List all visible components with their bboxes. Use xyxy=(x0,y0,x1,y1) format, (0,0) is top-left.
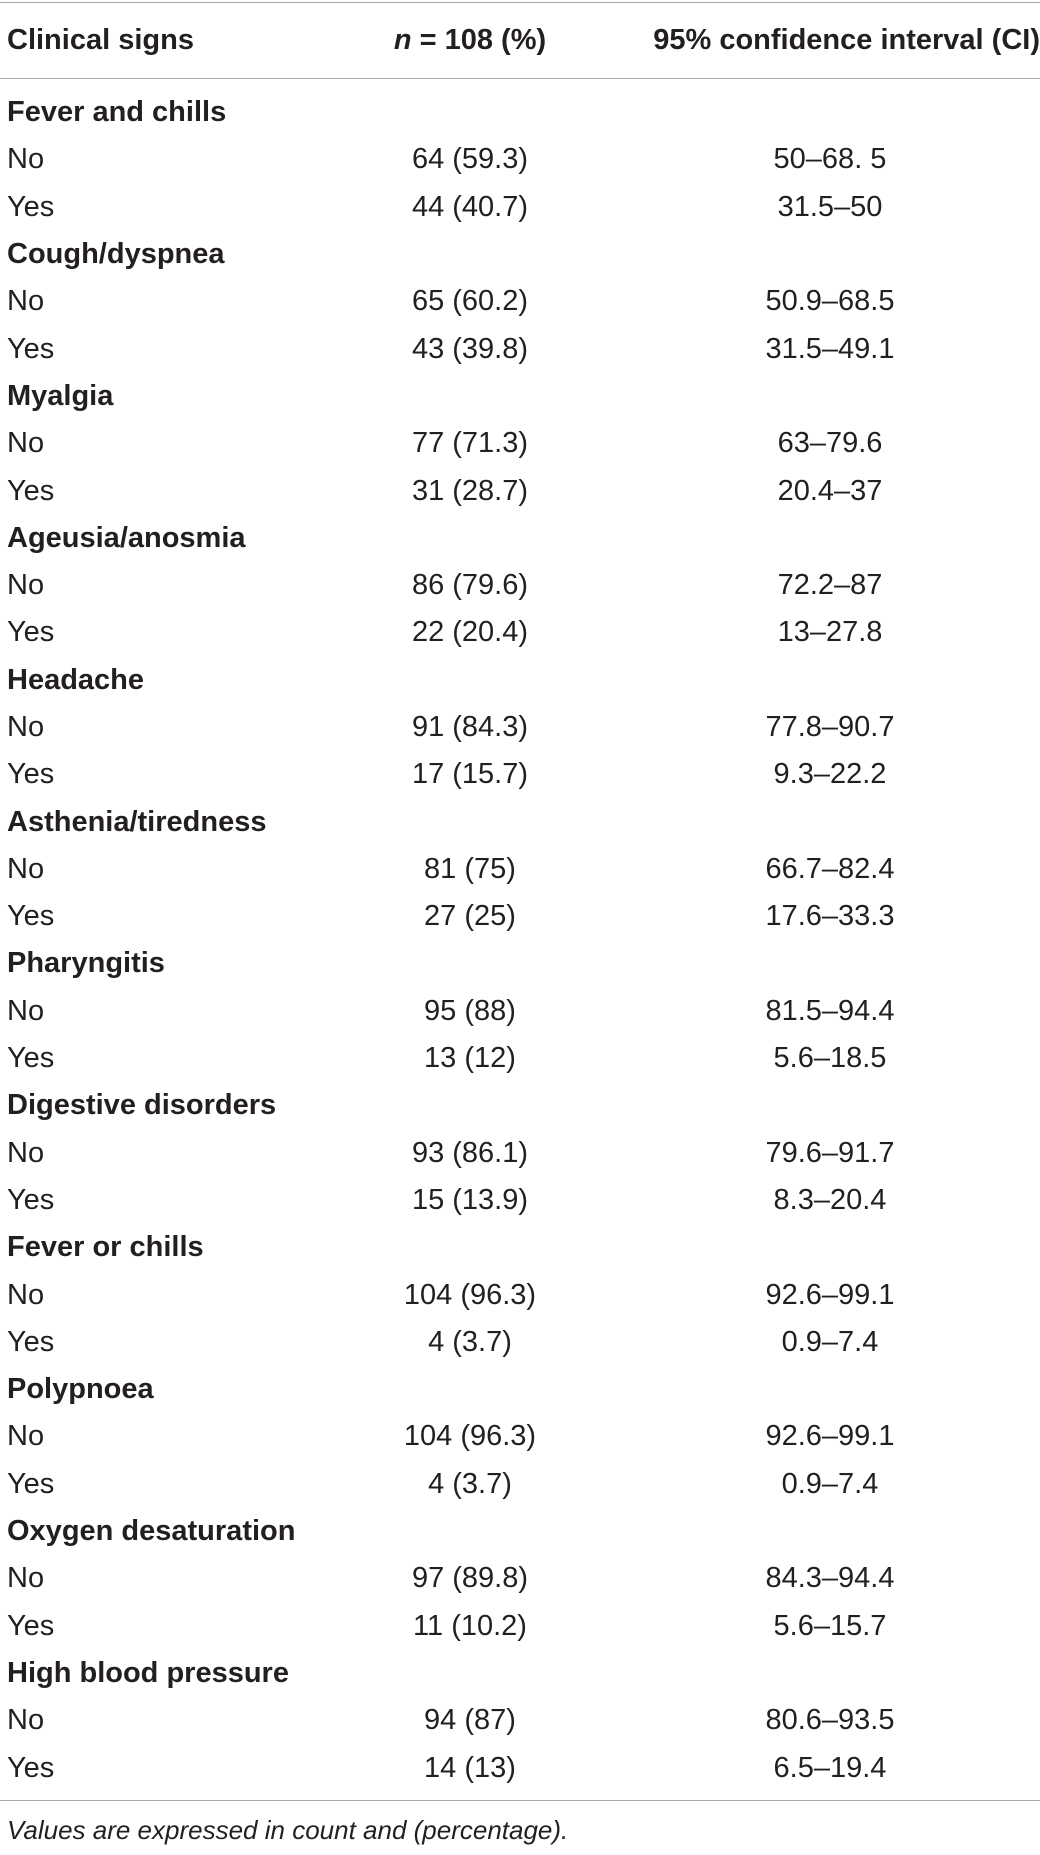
group-label: Fever and chills xyxy=(7,96,227,129)
table-group-row xyxy=(0,373,1040,420)
table-row xyxy=(0,467,1040,514)
group-label: Fever or chills xyxy=(7,1231,204,1264)
group-label: Polypnoea xyxy=(7,1373,154,1406)
table-group-row xyxy=(0,515,1040,562)
row-ci: 92.6–99.1 xyxy=(765,1420,895,1453)
table-group-row xyxy=(0,89,1040,136)
row-label: Yes xyxy=(7,758,55,791)
row-label: Yes xyxy=(7,900,55,933)
row-ci: 0.9–7.4 xyxy=(781,1467,879,1500)
table-row xyxy=(0,1555,1040,1602)
row-ci: 6.5–19.4 xyxy=(773,1751,887,1784)
table-row xyxy=(0,1035,1040,1082)
row-count: 93 (86.1) xyxy=(411,1136,529,1169)
row-label: No xyxy=(7,1704,45,1737)
row-ci: 66.7–82.4 xyxy=(765,852,895,885)
row-count: 22 (20.4) xyxy=(411,616,529,649)
row-count: 86 (79.6) xyxy=(411,569,529,602)
row-label: No xyxy=(7,143,45,176)
row-count: 91 (84.3) xyxy=(411,711,529,743)
row-ci: 63–79.6 xyxy=(777,427,883,460)
row-count: 43 (39.8) xyxy=(411,332,529,365)
row-label: Yes xyxy=(7,190,55,223)
row-count: 11 (10.2) xyxy=(413,1609,527,1642)
table-row xyxy=(0,325,1040,372)
table-row xyxy=(0,562,1040,609)
row-label: Yes xyxy=(7,1467,55,1500)
row-label: No xyxy=(7,1420,45,1453)
table-group-row xyxy=(0,231,1040,278)
row-ci: 84.3–94.4 xyxy=(765,1562,895,1595)
row-count: 104 (96.3) xyxy=(403,1420,537,1453)
row-count: 4 (3.7) xyxy=(428,1467,512,1500)
row-ci: 31.5–50 xyxy=(777,190,883,223)
group-label: Digestive disorders xyxy=(7,1089,277,1122)
row-ci: 8.3–20.4 xyxy=(773,1183,887,1216)
group-label: Asthenia/tiredness xyxy=(7,805,267,838)
row-label: Yes xyxy=(7,1325,55,1358)
row-ci: 92.6–99.1 xyxy=(765,1278,895,1311)
table-row xyxy=(0,1461,1040,1508)
header-ci: 95% confidence interval (CI) xyxy=(653,24,1040,56)
row-count: 15 (13.9) xyxy=(411,1183,529,1216)
group-label: Ageusia/anosmia xyxy=(7,521,246,554)
row-count: 27 (25) xyxy=(424,900,516,933)
table-row xyxy=(0,1271,1040,1318)
table-row xyxy=(0,893,1040,940)
table-group-row xyxy=(0,1082,1040,1129)
row-count: 17 (15.7) xyxy=(411,758,529,791)
row-label: No xyxy=(7,1562,45,1595)
table-body xyxy=(0,79,1040,1792)
row-label: No xyxy=(7,285,45,318)
row-ci: 72.2–87 xyxy=(777,569,883,602)
row-label: No xyxy=(7,711,45,743)
row-ci: 0.9–7.4 xyxy=(781,1325,879,1358)
row-label: Yes xyxy=(7,332,55,365)
table-row xyxy=(0,1697,1040,1744)
table-row xyxy=(0,136,1040,183)
row-count: 13 (12) xyxy=(424,1042,516,1075)
row-count: 14 (13) xyxy=(424,1751,516,1784)
table-row xyxy=(0,704,1040,751)
table-group-row xyxy=(0,1224,1040,1271)
group-label: Cough/dyspnea xyxy=(7,238,225,271)
table-group-row xyxy=(0,1650,1040,1697)
table-row xyxy=(0,751,1040,798)
table-row xyxy=(0,420,1040,467)
table-footnote: Values are expressed in count and (percentage). xyxy=(7,1814,569,1845)
row-count: 65 (60.2) xyxy=(411,285,529,318)
table-row xyxy=(0,1744,1040,1791)
row-label: No xyxy=(7,852,45,885)
table-group-row xyxy=(0,1366,1040,1413)
header-n-symbol: n xyxy=(393,24,412,56)
table-row xyxy=(0,1603,1040,1650)
row-ci: 79.6–91.7 xyxy=(765,1136,895,1169)
row-ci: 20.4–37 xyxy=(777,474,883,507)
table-row xyxy=(0,1130,1040,1177)
table-header xyxy=(0,3,1040,78)
row-count: 64 (59.3) xyxy=(411,143,529,176)
table-row xyxy=(0,184,1040,231)
header-n-rest: = 108 (%) xyxy=(411,24,547,56)
group-label: Oxygen desaturation xyxy=(7,1515,296,1548)
row-label: No xyxy=(7,994,45,1027)
table-group-row xyxy=(0,657,1040,704)
row-label: No xyxy=(7,569,45,602)
table-group-row xyxy=(0,940,1040,987)
table-row xyxy=(0,278,1040,325)
table-row xyxy=(0,1319,1040,1366)
row-count: 31 (28.7) xyxy=(411,474,529,507)
header-clinical-signs: Clinical signs xyxy=(7,24,194,56)
row-count: 97 (89.8) xyxy=(411,1562,529,1595)
row-count: 94 (87) xyxy=(424,1704,516,1737)
row-ci: 50–68. 5 xyxy=(773,143,887,176)
row-ci: 31.5–49.1 xyxy=(765,332,895,365)
row-ci: 13–27.8 xyxy=(777,616,883,649)
row-ci: 17.6–33.3 xyxy=(765,900,895,933)
row-ci: 80.6–93.5 xyxy=(765,1704,895,1737)
group-label: Headache xyxy=(7,663,145,696)
row-label: Yes xyxy=(7,616,55,649)
table-row xyxy=(0,846,1040,893)
table-row xyxy=(0,1177,1040,1224)
table-group-row xyxy=(0,798,1040,845)
row-label: No xyxy=(7,427,45,460)
row-ci: 77.8–90.7 xyxy=(765,711,895,743)
row-count: 95 (88) xyxy=(424,994,516,1027)
row-ci: 5.6–15.7 xyxy=(773,1609,887,1642)
row-count: 81 (75) xyxy=(424,852,516,885)
clinical-signs-table xyxy=(0,2,1040,1846)
table-row xyxy=(0,988,1040,1035)
row-ci: 5.6–18.5 xyxy=(773,1042,887,1075)
row-count: 104 (96.3) xyxy=(403,1278,537,1311)
row-ci: 9.3–22.2 xyxy=(773,758,887,791)
row-count: 77 (71.3) xyxy=(411,427,529,460)
row-label: Yes xyxy=(7,474,55,507)
table-group-row xyxy=(0,1508,1040,1555)
table-row xyxy=(0,609,1040,656)
row-label: Yes xyxy=(7,1751,55,1784)
row-label: Yes xyxy=(7,1609,55,1642)
table-row xyxy=(0,1413,1040,1460)
row-label: No xyxy=(7,1136,45,1169)
row-count: 44 (40.7) xyxy=(411,190,529,223)
row-label: Yes xyxy=(7,1183,55,1216)
header-n xyxy=(330,24,610,57)
row-ci: 50.9–68.5 xyxy=(765,285,895,318)
group-label: Pharyngitis xyxy=(7,947,165,980)
row-count: 4 (3.7) xyxy=(428,1325,512,1358)
row-label: Yes xyxy=(7,1042,55,1075)
group-label: Myalgia xyxy=(7,379,114,412)
row-label: No xyxy=(7,1278,45,1311)
group-label: High blood pressure xyxy=(7,1656,289,1689)
bottom-rule xyxy=(0,1800,1040,1801)
row-ci: 81.5–94.4 xyxy=(765,994,895,1027)
